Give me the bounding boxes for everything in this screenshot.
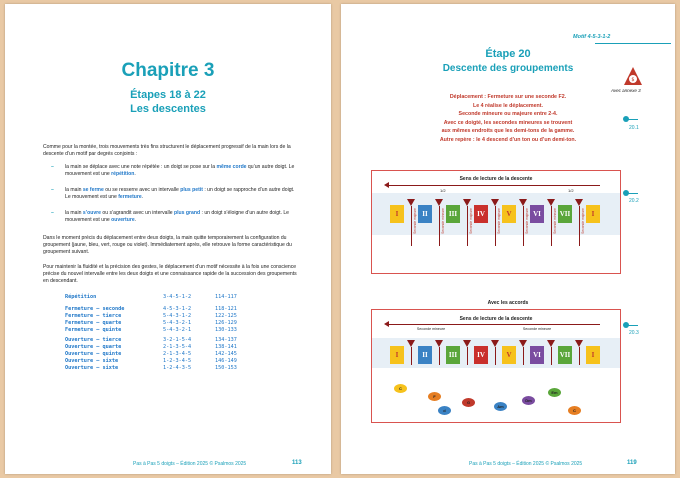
row-pages: 142-145 — [215, 351, 237, 357]
row-pages: 130-133 — [215, 327, 237, 333]
degree-box: I — [586, 205, 600, 223]
instruction-line: Le 4 réalise le déplacement. — [472, 102, 544, 109]
degree-box: IV — [474, 205, 488, 223]
interval-flag-icon — [519, 340, 527, 347]
paragraph-fluidity: Pour maintenir la fluidité et la précision des gestes, le déplacement d’un motif nécessite à la fois une conscience précise du nouvel intervalle entre les deux doigts et une connaissance rapide de la succession des groupements en descendant. — [43, 264, 297, 285]
table-row — [65, 313, 305, 320]
row-pages: 138-141 — [215, 344, 237, 350]
chords-caption: Avec les accords — [487, 300, 529, 306]
chord-marker: C — [394, 384, 407, 393]
instruction-line: Autre repère : le 4 descend d’un ton ou d’un demi-ton. — [439, 136, 577, 143]
interval-label: Seconde majeure — [497, 208, 501, 234]
interval-line — [579, 347, 580, 365]
bullet-dash-icon: – — [51, 164, 54, 170]
interval-flag-icon — [463, 340, 471, 347]
table-row — [65, 337, 305, 344]
table-row — [65, 365, 305, 372]
row-sequence: 1-2-3-4-5 — [163, 358, 192, 364]
chapter-subtitle-steps: Étapes 18 à 22 — [130, 89, 206, 101]
chord-marker: Em — [548, 388, 561, 397]
reading-arrow — [388, 324, 600, 325]
right-page — [341, 4, 675, 474]
bullet-dash-icon: – — [51, 210, 54, 216]
row-name: Fermeture – quarte — [65, 320, 122, 326]
bullet-fermeture: – la main se ferme ou se resserre avec un intervalle plus petit : un doigt se rapproche d’un autre doigt. Le mouvement est une fermeture. — [51, 187, 295, 201]
intro-paragraph: Comme pour la montée, trois mouvements très fins structurent le déplacement progressif de la main lors de la descente d’un motif par degrés conjoints : — [43, 144, 291, 158]
interval-label: Seconde majeure — [469, 208, 473, 234]
chord-marker: Am — [494, 402, 507, 411]
interval-flag-icon — [463, 199, 471, 206]
interval-line — [467, 206, 468, 246]
chord-marker: d — [438, 406, 451, 415]
row-sequence: 4-5-3-1-2 — [163, 306, 192, 312]
interval-line — [495, 206, 496, 246]
row-sequence: 3-2-1-5-4 — [163, 337, 192, 343]
left-page — [5, 4, 331, 474]
degree-box: I — [390, 205, 404, 223]
row-name: Fermeture – quinte — [65, 327, 122, 333]
degree-box: III — [446, 205, 460, 223]
row-name: Ouverture – sixte — [65, 365, 119, 371]
table-row — [65, 358, 305, 365]
interval-flag-icon — [407, 199, 415, 206]
left-page-number: 113 — [292, 460, 302, 466]
row-pages: 126-129 — [215, 320, 237, 326]
degree-box: V — [502, 205, 516, 223]
row-sequence: 2-1-3-5-4 — [163, 344, 192, 350]
table-row — [65, 294, 305, 301]
interval-line — [467, 347, 468, 365]
row-name: Ouverture – quarte — [65, 344, 122, 350]
interval-flag-icon — [435, 199, 443, 206]
step-subtitle: Descente des groupements — [442, 63, 574, 74]
row-name: Ouverture – tierce — [65, 337, 122, 343]
degree-box: III — [446, 346, 460, 364]
interval-flag-icon — [407, 340, 415, 347]
top-label-minor-second: Seconde mineure — [416, 327, 446, 331]
right-page-number: 119 — [627, 460, 637, 466]
descent-diagram — [371, 170, 621, 274]
interval-flag-icon — [435, 340, 443, 347]
degree-box: V — [502, 346, 516, 364]
row-sequence: 1-2-4-3-5 — [163, 365, 192, 371]
degree-box: IV — [474, 346, 488, 364]
step-title: Étape 20 — [485, 48, 531, 60]
diagram-title: Sens de lecture de la descente — [459, 176, 533, 182]
left-footer: Pas à Pas 5 doigts – Édition 2025 © Psalmos 2025 — [133, 461, 247, 467]
row-name: Ouverture – sixte — [65, 358, 119, 364]
row-pages: 122-125 — [215, 313, 237, 319]
interval-line — [551, 347, 552, 365]
marker-bar — [628, 193, 638, 194]
interval-label: Seconde majeure — [581, 208, 585, 234]
row-sequence: 5-4-3-2-1 — [163, 320, 192, 326]
row-sequence: 5-4-3-2-1 — [163, 327, 192, 333]
degree-box: I — [390, 346, 404, 364]
bullet-ouverture: – la main s’ouvre ou s’agrandit avec un intervalle plus grand : un doigt s’éloigne d’un autre doigt. Le mouvement est une ouverture. — [51, 210, 289, 224]
paragraph-grouping: Dans le moment précis du déplacement entre deux doigts, la main quitte temporairement la configuration du groupement (jaune, bleu, vert, rouge ou violet). Immédiatement après, elle retrouve la forme caractéristique du groupement suivant. — [43, 235, 292, 256]
side-number-3: 20.3 — [629, 330, 639, 336]
interval-label: Seconde majeure — [525, 208, 529, 234]
row-pages: 114-117 — [215, 294, 237, 300]
side-number-1: 20.1 — [629, 125, 639, 131]
top-label-minor-second: Seconde mineure — [522, 327, 552, 331]
degree-box: II — [418, 346, 432, 364]
header-rule — [595, 43, 671, 44]
instruction-line: Avec ce doigté, les secondes mineures se trouvent — [443, 119, 573, 126]
row-sequence: 5-4-3-1-2 — [163, 313, 192, 319]
chapter-subtitle-topic: Les descentes — [130, 103, 206, 115]
instruction-line: aux mêmes endroits que les demi-tons de la gamme. — [441, 128, 575, 134]
table-row — [65, 327, 305, 334]
row-pages: 118-121 — [215, 306, 237, 312]
interval-label: Seconde mineure — [553, 208, 557, 234]
reading-arrow — [388, 185, 600, 186]
arrow-left-icon — [384, 182, 389, 188]
interval-line — [551, 206, 552, 246]
row-sequence: 3-4-5-1-2 — [163, 294, 192, 300]
interval-flag-icon — [575, 340, 583, 347]
chord-marker: C — [568, 406, 581, 415]
table-row — [65, 320, 305, 327]
right-footer: Pas à Pas 5 doigts – Édition 2025 © Psalmos 2025 — [469, 461, 583, 467]
chord-marker: G — [462, 398, 475, 407]
degree-box: VII — [558, 346, 572, 364]
row-pages: 150-153 — [215, 365, 237, 371]
bullet-repetition: – la main se déplace avec une note répétée : un doigt se pose sur la même corde qu’un autre doigt. Le mouvement est une répétition. — [51, 164, 295, 178]
interval-line — [411, 347, 412, 365]
interval-line — [495, 347, 496, 365]
interval-line — [523, 206, 524, 246]
row-name: Fermeture – seconde — [65, 306, 125, 312]
motif-header: Motif 4-5-3-1-2 — [573, 34, 611, 40]
interval-flag-icon — [491, 199, 499, 206]
interval-flag-icon — [491, 340, 499, 347]
interval-flag-icon — [547, 340, 555, 347]
interval-line — [411, 206, 412, 246]
interval-label: Seconde majeure — [413, 208, 417, 234]
degree-box: II — [418, 205, 432, 223]
row-pages: 134-137 — [215, 337, 237, 343]
marker-bar — [628, 325, 638, 326]
svg-text:$: $ — [631, 77, 635, 83]
interval-flag-icon — [547, 199, 555, 206]
row-pages: 146-149 — [215, 358, 237, 364]
annex-badge-label: Avec annexe 3 — [611, 88, 641, 93]
interval-line — [523, 347, 524, 365]
table-row — [65, 351, 305, 358]
bullet-dash-icon: – — [51, 187, 54, 193]
side-number-2: 20.2 — [629, 198, 639, 204]
degree-box: VI — [530, 346, 544, 364]
row-name: Ouverture – quinte — [65, 351, 122, 357]
instruction-line: Déplacement : Fermeture sur une seconde F2. — [449, 94, 567, 100]
chapter-title: Chapitre 3 — [121, 60, 215, 81]
arrow-left-icon — [384, 321, 389, 327]
half-tone-label: 1/2 — [440, 188, 446, 193]
marker-bar — [628, 119, 638, 120]
row-name: Fermeture – tierce — [65, 313, 122, 319]
degree-box: VII — [558, 205, 572, 223]
half-tone-label: 1/2 — [568, 188, 574, 193]
table-row — [65, 306, 305, 313]
degree-box: I — [586, 346, 600, 364]
interval-flag-icon — [519, 199, 527, 206]
interval-label: Seconde mineure — [441, 208, 445, 234]
row-name: Répétition — [65, 294, 97, 300]
interval-flag-icon — [575, 199, 583, 206]
interval-line — [439, 206, 440, 246]
degree-box: VI — [530, 205, 544, 223]
table-row — [65, 344, 305, 351]
chords-diagram — [371, 309, 621, 423]
chord-marker: F — [428, 392, 441, 401]
chord-marker: Dm — [522, 396, 535, 405]
row-sequence: 2-1-3-4-5 — [163, 351, 192, 357]
instruction-line: Seconde mineure ou majeure entre 2-4. — [458, 111, 558, 117]
diagram-title: Sens de lecture de la descente — [459, 316, 533, 322]
interval-line — [579, 206, 580, 246]
interval-line — [439, 347, 440, 365]
